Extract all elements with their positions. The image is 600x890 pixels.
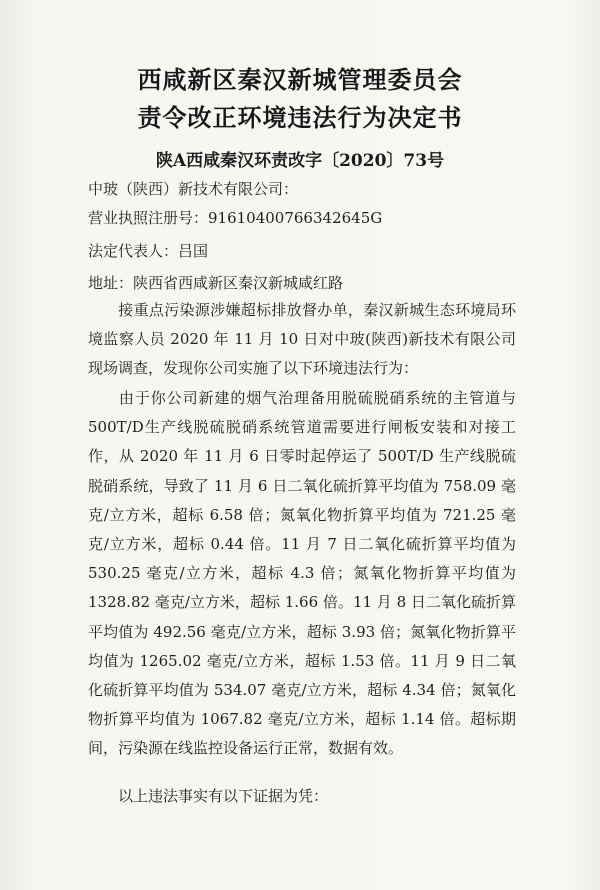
- legal-representative-line: 法定代表人：吕国: [88, 242, 209, 260]
- paragraph-violation-text: 由于你公司新建的烟气治理备用脱硫脱硝系统的主管道与500T/D生产线脱硫脱硝系统管道需要进行闸板安装和对接工作，从 2020 年 11 月 6 日零时起停运了 500T/D 生产线脱硫脱硝系统，导致了 11 月 6 日二氧化硫折算平均值为 758.09 毫克/立方米，超标 6.58 倍；氮氧化物折算平均值为 721.25 毫克/立方米，超标 0.44 倍。11 月 7 日二氧化硫折算平均值为 530.25 毫克/立方米，超标 4.3 倍；氮氧化物折算平均值为 1328.82 毫克/立方米，超标 1.66 倍。11 月 8 日二氧化硫折算平均值为 492.56 毫克/立方米，超标 3.93 倍；氮氧化物折算平均值为 1265.02 毫克/立方米，超标 1.53 倍。11 月 9 日二氧化硫折算平均值为 534.07 毫克/立方米，超标 4.34 倍；氮氧化物折算平均值为 1067.82 毫克/立方米，超标 1.14 倍。超标期间，污染源在线监控设备运行正常，数据有效。: [88, 389, 516, 758]
- paragraph-evidence: [88, 782, 516, 811]
- recipient-line: 中玻（陕西）新技术有限公司：: [88, 180, 299, 198]
- document-number: 陕A西咸秦汉环责改字〔2020〕73号: [155, 151, 445, 171]
- paragraph-evidence-text: 以上违法事实有以下证据为凭：: [118, 787, 329, 805]
- paragraph-violation-details: [88, 384, 516, 764]
- document-title-line2: 责令改正环境违法行为决定书: [137, 104, 463, 132]
- license-number-line: 营业执照注册号：91610400766342645G: [88, 209, 383, 227]
- address-line: 地址：陕西省西咸新区秦汉新城咸红路: [88, 274, 344, 292]
- paragraph-investigation-text: 接重点污染源涉嫌超标排放督办单，秦汉新城生态环境局环境监察人员 2020 年 11 月 10 日对中玻(陕西)新技术有限公司现场调查，发现你公司实施了以下环境违法行为：: [88, 301, 516, 378]
- paragraph-investigation: [88, 296, 516, 384]
- document-title-line1: 西咸新区秦汉新城管理委员会: [137, 66, 463, 94]
